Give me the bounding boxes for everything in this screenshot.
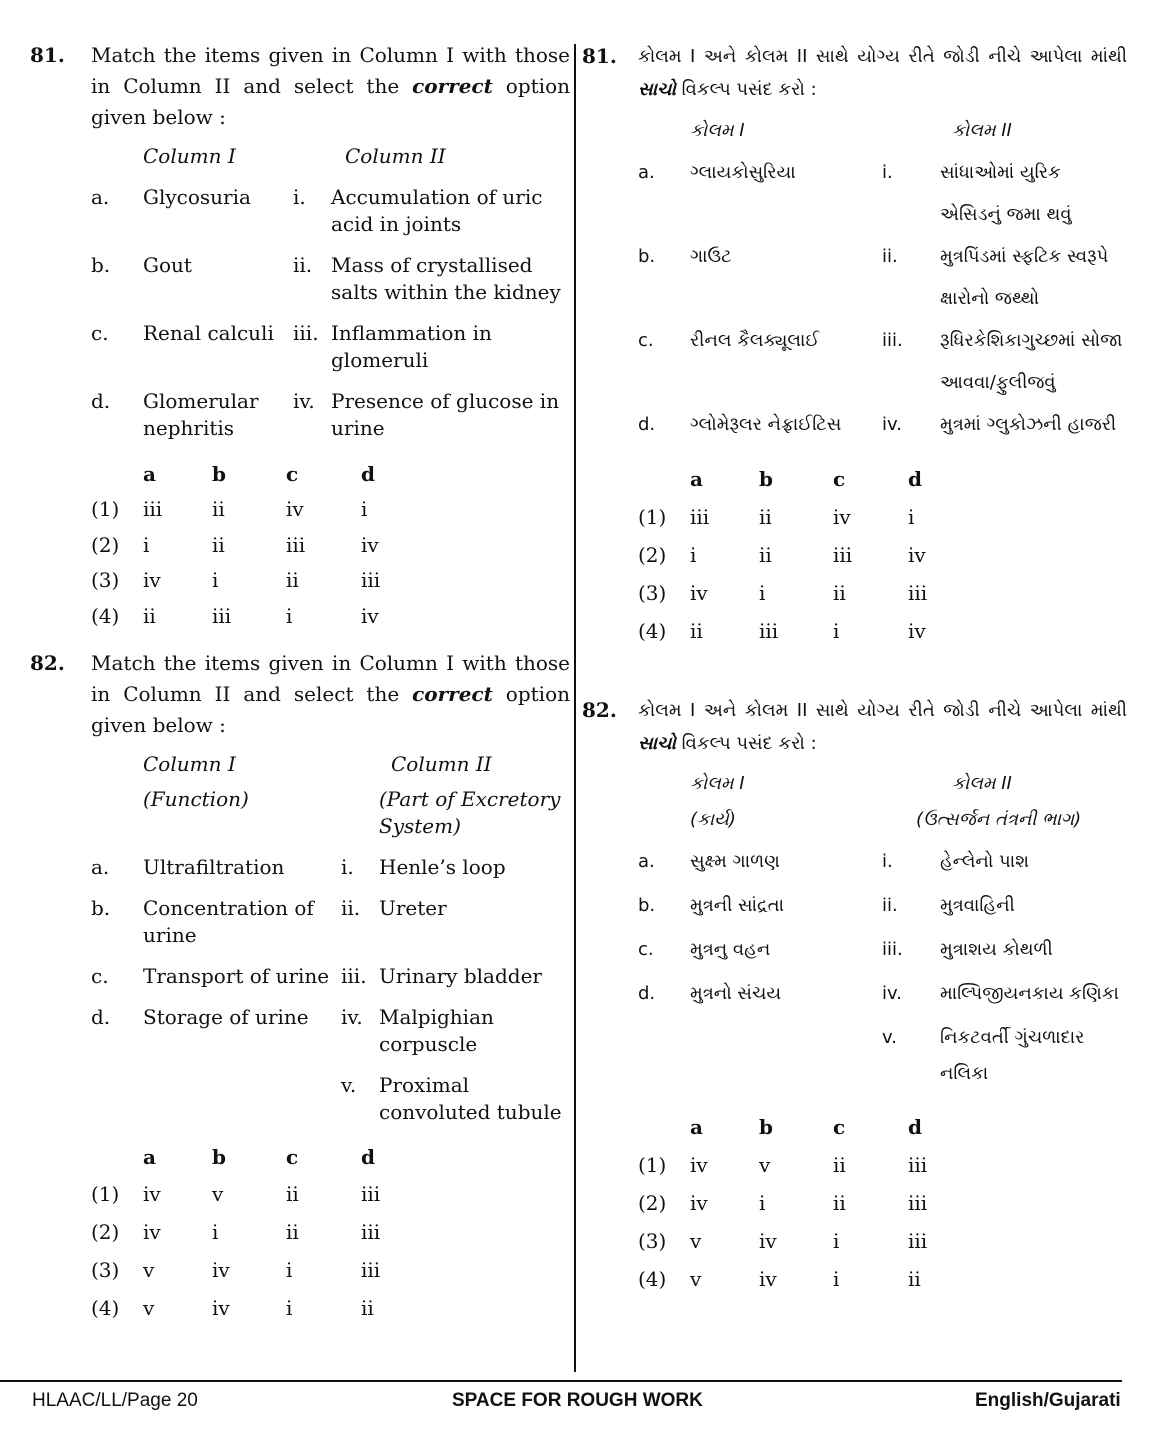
- option-c: iii: [286, 532, 306, 557]
- question-82-gu: [582, 694, 1127, 1298]
- option-c: ii: [286, 568, 299, 593]
- row-letter: b.: [91, 895, 111, 920]
- match-table: [638, 766, 1127, 1092]
- column-ii-header: Column II: [391, 751, 492, 776]
- row-item: Concentration of urine: [143, 895, 314, 947]
- match-row: [638, 976, 1127, 1012]
- row-roman: i.: [882, 851, 893, 872]
- match-row: [91, 854, 570, 881]
- row-desc: માલ્પિજીયનકાય કણિકા: [940, 983, 1119, 1004]
- option-c: ii: [286, 1220, 299, 1244]
- column-ii-subheader: (Part of Excretory System): [379, 786, 561, 838]
- option-number: (2): [91, 1220, 120, 1244]
- option-4[interactable]: [91, 598, 570, 634]
- answer-options: [91, 1140, 570, 1328]
- option-a: ii: [143, 603, 156, 628]
- option-d: iv: [908, 543, 926, 567]
- row-item: મુત્રનો સંચય: [690, 983, 782, 1004]
- option-number: (3): [638, 581, 667, 605]
- option-b: iv: [212, 1258, 230, 1282]
- header-c: c: [286, 461, 299, 486]
- match-row: [638, 404, 1127, 446]
- option-4[interactable]: [638, 612, 1127, 650]
- row-letter: c.: [638, 939, 654, 960]
- row-desc: મુત્રાશય કોથળી: [940, 939, 1053, 960]
- row-letter: a.: [638, 162, 655, 183]
- row-roman: iii.: [882, 330, 903, 351]
- option-4[interactable]: [91, 1289, 570, 1327]
- question-number: 81.: [30, 43, 65, 67]
- option-d: iii: [908, 1153, 928, 1177]
- option-c: iv: [833, 505, 851, 529]
- option-d: iii: [361, 1258, 381, 1282]
- match-row: [638, 236, 1127, 320]
- row-letter: c.: [91, 963, 109, 988]
- option-d: ii: [908, 1267, 921, 1291]
- option-a: ii: [690, 619, 703, 643]
- option-3[interactable]: [91, 563, 570, 599]
- row-desc: હેન્લેનો પાશ: [940, 851, 1030, 872]
- row-letter: d.: [91, 1004, 111, 1029]
- row-roman: i.: [341, 854, 354, 879]
- match-row: [91, 1072, 570, 1126]
- header-b: b: [759, 467, 773, 491]
- option-number: (4): [638, 619, 667, 643]
- row-desc: મુત્રવાહિની: [940, 895, 1015, 916]
- option-d: iii: [908, 581, 928, 605]
- row-letter: c.: [91, 321, 109, 345]
- options-header: [91, 1140, 570, 1176]
- option-d: ii: [361, 1296, 374, 1320]
- row-roman: v.: [882, 1027, 897, 1048]
- row-item: સુક્ષ્મ ગાળણ: [690, 851, 780, 872]
- row-desc: Malpighian corpuscle: [379, 1004, 494, 1056]
- options-header: [638, 1108, 1127, 1146]
- option-b: iii: [759, 619, 779, 643]
- row-roman: ii.: [341, 895, 361, 920]
- option-c: ii: [833, 1153, 846, 1177]
- option-number: (2): [638, 1191, 667, 1215]
- option-a: iii: [690, 505, 710, 529]
- question-81-en: [30, 40, 570, 634]
- option-d: iii: [908, 1191, 928, 1215]
- row-letter: [91, 1072, 143, 1126]
- option-d: iv: [361, 532, 379, 557]
- option-b: ii: [759, 543, 772, 567]
- option-b: i: [759, 581, 766, 605]
- match-row: [91, 388, 570, 442]
- option-a: iv: [143, 1182, 161, 1206]
- row-item: Glomerular nephritis: [143, 389, 259, 440]
- option-c: ii: [286, 1182, 299, 1206]
- row-desc: Ureter: [379, 895, 447, 920]
- option-a: v: [143, 1296, 155, 1320]
- option-number: (1): [91, 1182, 120, 1206]
- header-d: d: [361, 461, 375, 486]
- question-stem: કોલમ I અને કોલમ II સાથે યોગ્ય રીતે જોડી નીચે આપેલા માંથી સાચો વિકલ્પ પસંદ કરો :: [638, 700, 1127, 754]
- option-a: v: [690, 1229, 702, 1253]
- row-desc: મુત્રપિંડમાં સ્ફટિક સ્વરૂપે ક્ષારોનો જથ્થો: [940, 246, 1109, 309]
- row-desc: મુત્રમાં ગ્લુકોઝની હાજરી: [940, 414, 1117, 435]
- option-2[interactable]: [91, 1213, 570, 1251]
- column-i-header: કોલમ I: [690, 120, 745, 141]
- row-roman: i.: [882, 162, 893, 183]
- row-letter: d.: [638, 414, 656, 435]
- header-b: b: [212, 1145, 226, 1170]
- row-item: [143, 1072, 341, 1126]
- footer-rule: [0, 1380, 1122, 1382]
- header-c: c: [286, 1145, 299, 1170]
- answer-options: [91, 456, 570, 634]
- answer-options: [638, 1108, 1127, 1298]
- option-c: i: [833, 1229, 840, 1253]
- match-row: [91, 1004, 570, 1058]
- question-stem: કોલમ I અને કોલમ II સાથે યોગ્ય રીતે જોડી નીચે આપેલા માંથી સાચો વિકલ્પ પસંદ કરો :: [638, 46, 1127, 100]
- option-c: i: [833, 619, 840, 643]
- row-desc: Henle’s loop: [379, 854, 506, 879]
- option-number: (3): [638, 1229, 667, 1253]
- option-c: iii: [833, 543, 853, 567]
- option-a: iii: [143, 497, 163, 522]
- match-row: [91, 184, 570, 238]
- option-a: v: [690, 1267, 702, 1291]
- option-1[interactable]: [638, 498, 1127, 536]
- option-3[interactable]: [638, 574, 1127, 612]
- row-item: [690, 1020, 882, 1092]
- option-d: i: [908, 505, 915, 529]
- match-table: [91, 143, 570, 442]
- row-letter: a.: [91, 185, 110, 209]
- option-d: iv: [361, 603, 379, 628]
- match-row: [638, 888, 1127, 924]
- column-headers: [91, 751, 570, 778]
- row-letter: b.: [638, 895, 656, 916]
- header-a: a: [143, 461, 156, 486]
- match-table: [638, 110, 1127, 446]
- row-desc: Proximal convoluted tubule: [379, 1072, 562, 1124]
- column-i-header: Column I: [143, 144, 236, 168]
- option-a: i: [143, 532, 150, 557]
- option-b: iii: [212, 603, 232, 628]
- row-roman: ii.: [293, 253, 313, 277]
- answer-options: [638, 460, 1127, 650]
- option-c: iv: [286, 497, 304, 522]
- option-b: i: [212, 1220, 219, 1244]
- header-a: a: [143, 1145, 156, 1170]
- option-b: i: [212, 568, 219, 593]
- column-i-subheader: (કાર્ય): [690, 809, 736, 830]
- column-i-header: Column I: [143, 751, 236, 776]
- question-stem: Match the items given in Column I with those in Column II and select the correct option given below :: [91, 650, 570, 737]
- row-roman: v.: [341, 1072, 357, 1097]
- option-c: ii: [833, 581, 846, 605]
- row-letter: a.: [638, 851, 655, 872]
- row-letter: a.: [91, 854, 110, 879]
- option-number: (1): [91, 497, 120, 522]
- row-roman: iii.: [341, 963, 367, 988]
- header-a: a: [690, 1115, 703, 1139]
- column-headers: [638, 766, 1127, 802]
- options-header: [91, 456, 570, 492]
- row-item: ગાઉટ: [690, 246, 732, 267]
- header-c: c: [833, 1115, 846, 1139]
- column-headers: [91, 143, 570, 170]
- match-row: [91, 252, 570, 306]
- row-letter: c.: [638, 330, 654, 351]
- option-number: (3): [91, 568, 120, 593]
- option-d: i: [361, 497, 368, 522]
- option-d: iii: [908, 1229, 928, 1253]
- option-d: iii: [361, 1182, 381, 1206]
- option-b: iv: [212, 1296, 230, 1320]
- option-b: iv: [759, 1267, 777, 1291]
- option-a: iv: [690, 581, 708, 605]
- option-b: v: [212, 1182, 224, 1206]
- row-item: ગ્લોમેરૂલર નેફ્રાઈટિસ: [690, 414, 842, 435]
- header-c: c: [833, 467, 846, 491]
- match-row: [638, 1020, 1127, 1092]
- row-item: Storage of urine: [143, 1004, 309, 1029]
- option-3[interactable]: [91, 1251, 570, 1289]
- row-item: Gout: [143, 253, 192, 277]
- option-number: (2): [91, 532, 120, 557]
- row-roman: iv.: [341, 1004, 363, 1029]
- row-item: મુત્રનુ વહન: [690, 939, 771, 960]
- row-letter: b.: [91, 253, 111, 277]
- option-b: iv: [759, 1229, 777, 1253]
- row-item: Transport of urine: [143, 963, 330, 988]
- column-subheaders: [638, 802, 1127, 838]
- option-number: (1): [638, 505, 667, 529]
- column-i-subheader: (Function): [143, 786, 249, 811]
- row-letter: d.: [91, 389, 111, 413]
- row-item: રીનલ કૈલક્યૂલાઈ: [690, 330, 820, 351]
- row-item: Glycosuria: [143, 185, 251, 209]
- row-desc: Presence of glucose in urine: [331, 389, 560, 440]
- question-stem: Match the items given in Column I with those in Column II and select the correct option given below :: [91, 43, 570, 129]
- page-number: HLAAC/LL/Page 20: [32, 1390, 198, 1411]
- row-roman: iv.: [882, 414, 902, 435]
- match-row: [638, 844, 1127, 880]
- row-roman: iv.: [882, 983, 902, 1004]
- option-number: (4): [91, 1296, 120, 1320]
- option-b: ii: [212, 497, 225, 522]
- option-1[interactable]: [91, 1175, 570, 1213]
- column-headers: [638, 110, 1127, 152]
- option-2[interactable]: [638, 1184, 1127, 1222]
- option-a: i: [690, 543, 697, 567]
- row-desc: Accumulation of uric acid in joints: [331, 185, 543, 236]
- option-number: (4): [91, 603, 120, 628]
- column-ii-header: Column II: [345, 144, 446, 168]
- english-column: [30, 40, 570, 1327]
- option-number: (1): [638, 1153, 667, 1177]
- column-divider: [574, 44, 576, 1372]
- option-b: i: [759, 1191, 766, 1215]
- row-desc: નિકટવર્તી ગુંચળાદાર નલિકા: [940, 1027, 1085, 1084]
- row-item: ગ્લાયકોસુરિયા: [690, 162, 796, 183]
- option-c: ii: [833, 1191, 846, 1215]
- header-a: a: [690, 467, 703, 491]
- option-b: ii: [759, 505, 772, 529]
- row-roman: iii.: [882, 939, 903, 960]
- column-ii-header: કોલમ II: [952, 120, 1012, 141]
- match-row: [91, 963, 570, 990]
- header-b: b: [212, 461, 226, 486]
- option-c: i: [286, 1258, 293, 1282]
- option-c: i: [286, 603, 293, 628]
- option-c: i: [833, 1267, 840, 1291]
- row-desc: રૂધિરકેશિકાગુચ્છમાં સોજા આવવા/ફુલીજવું: [940, 330, 1123, 393]
- row-desc: સાંધાઓમાં યુરિક એસિડનું જમા થવું: [940, 162, 1072, 225]
- question-81-gu: [582, 40, 1127, 650]
- option-a: iv: [143, 1220, 161, 1244]
- option-d: iii: [361, 568, 381, 593]
- rough-work-label: SPACE FOR ROUGH WORK: [452, 1390, 703, 1411]
- header-b: b: [759, 1115, 773, 1139]
- column-ii-subheader: (ઉત્સર્જન તંત્રની ભાગ): [916, 809, 1082, 830]
- match-row: [638, 152, 1127, 236]
- option-1[interactable]: [638, 1146, 1127, 1184]
- row-item: મુત્રની સાંદ્રતા: [690, 895, 785, 916]
- option-d: iii: [361, 1220, 381, 1244]
- row-roman: iii.: [293, 321, 319, 345]
- option-c: i: [286, 1296, 293, 1320]
- column-subheaders: [91, 786, 570, 840]
- language-label: English/Gujarati: [975, 1390, 1121, 1411]
- option-a: iv: [690, 1191, 708, 1215]
- header-d: d: [908, 1115, 922, 1139]
- option-b: ii: [212, 532, 225, 557]
- options-header: [638, 460, 1127, 498]
- option-2[interactable]: [638, 536, 1127, 574]
- option-number: (3): [91, 1258, 120, 1282]
- row-letter: b.: [638, 246, 656, 267]
- question-number: 82.: [582, 698, 617, 722]
- row-letter: [638, 1020, 690, 1092]
- option-b: v: [759, 1153, 771, 1177]
- row-roman: i.: [293, 185, 306, 209]
- option-4[interactable]: [638, 1260, 1127, 1298]
- option-3[interactable]: [638, 1222, 1127, 1260]
- option-number: (4): [638, 1267, 667, 1291]
- match-table: [91, 751, 570, 1126]
- row-roman: iv.: [293, 389, 315, 413]
- match-row: [91, 320, 570, 374]
- match-row: [638, 320, 1127, 404]
- row-desc: Mass of crystallised salts within the kidney: [331, 253, 561, 304]
- option-2[interactable]: [91, 527, 570, 563]
- option-a: iv: [690, 1153, 708, 1177]
- row-item: Renal calculi: [143, 321, 274, 345]
- option-a: iv: [143, 568, 161, 593]
- option-d: iv: [908, 619, 926, 643]
- question-number: 82.: [30, 650, 65, 675]
- column-i-header: કોલમ I: [690, 773, 745, 794]
- option-a: v: [143, 1258, 155, 1282]
- option-number: (2): [638, 543, 667, 567]
- match-row: [91, 895, 570, 949]
- row-desc: Inflammation in glomeruli: [331, 321, 492, 372]
- row-item: Ultrafiltration: [143, 854, 285, 879]
- header-d: d: [908, 467, 922, 491]
- header-d: d: [361, 1145, 375, 1170]
- row-roman: ii.: [882, 246, 898, 267]
- match-row: [638, 932, 1127, 968]
- question-82-en: [30, 648, 570, 1328]
- row-desc: Urinary bladder: [379, 963, 542, 988]
- question-number: 81.: [582, 44, 617, 68]
- gujarati-column: [582, 40, 1127, 1298]
- row-roman: ii.: [882, 895, 898, 916]
- column-ii-header: કોલમ II: [952, 773, 1012, 794]
- option-1[interactable]: [91, 492, 570, 528]
- row-letter: d.: [638, 983, 656, 1004]
